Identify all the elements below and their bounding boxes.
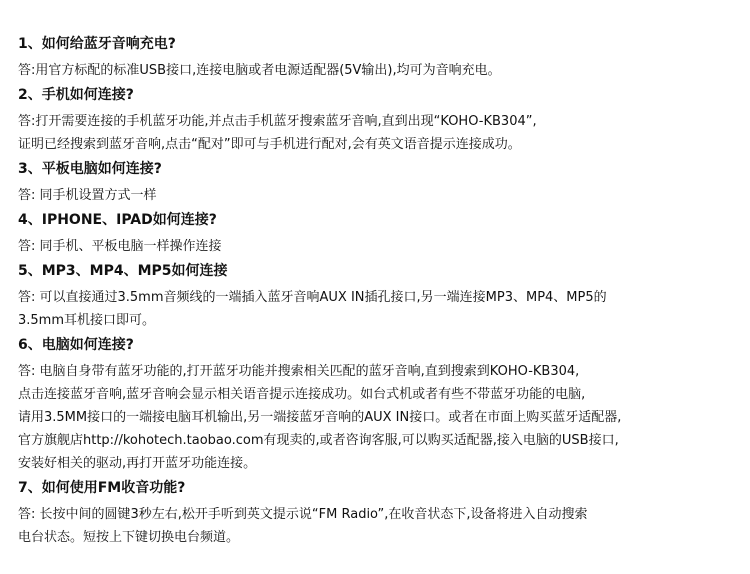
faq-answer-line: 答: 电脑自身带有蓝牙功能的,打开蓝牙功能并搜索相关匹配的蓝牙音响,直到搜索到KOHO-KB304, bbox=[18, 364, 580, 379]
faq-question: 2、手机如何连接? bbox=[18, 87, 134, 103]
faq-answer-line: 答: 同手机、平板电脑一样操作连接 bbox=[18, 239, 222, 254]
faq-item-tablet bbox=[18, 159, 746, 207]
faq-answer-line: 答: 同手机设置方式一样 bbox=[18, 188, 157, 203]
faq-answer-line: 请用3.5MM接口的一端接电脑耳机输出,另一端接蓝牙音响的AUX IN接口。或者在市面上购买蓝牙适配器, bbox=[18, 410, 622, 425]
faq-answer-line: 答:用官方标配的标准USB接口,连接电脑或者电源适配器(5V输出),均可为音响充电。 bbox=[18, 63, 501, 78]
faq-answer-line: 点击连接蓝牙音响,蓝牙音响会显示相关语音提示连接成功。如台式机或者有些不带蓝牙功能的电脑, bbox=[18, 387, 586, 402]
faq-item-mp3 bbox=[18, 261, 746, 332]
faq-answer-line: 安装好相关的驱动,再打开蓝牙功能连接。 bbox=[18, 456, 257, 471]
faq-answer-line: 答:打开需要连接的手机蓝牙功能,并点击手机蓝牙搜索蓝牙音响,直到出现“KOHO-KB304”, bbox=[18, 114, 537, 129]
faq-item-iphone-ipad bbox=[18, 210, 746, 258]
faq-question: 6、电脑如何连接? bbox=[18, 337, 134, 353]
faq-question: 3、平板电脑如何连接? bbox=[18, 161, 162, 177]
faq-document bbox=[18, 34, 746, 552]
faq-question: 5、MP3、MP4、MP5如何连接 bbox=[18, 263, 228, 279]
faq-question: 4、IPHONE、IPAD如何连接? bbox=[18, 212, 217, 228]
faq-answer-line: 电台状态。短按上下键切换电台频道。 bbox=[18, 530, 240, 545]
faq-question: 7、如何使用FM收音功能? bbox=[18, 480, 186, 496]
faq-answer-line: 3.5mm耳机接口即可。 bbox=[18, 313, 156, 328]
faq-item-computer bbox=[18, 335, 746, 475]
faq-answer-line: 答: 长按中间的圆键3秒左右,松开手听到英文提示说“FM Radio”,在收音状态下,设备将进入自动搜索 bbox=[18, 507, 588, 522]
faq-item-fm-radio bbox=[18, 478, 746, 549]
faq-answer-line: 证明已经搜索到蓝牙音响,点击“配对”即可与手机进行配对,会有英文语音提示连接成功。 bbox=[18, 137, 521, 152]
faq-question: 1、如何给蓝牙音响充电? bbox=[18, 36, 176, 52]
faq-item-phone bbox=[18, 85, 746, 156]
faq-answer-line: 官方旗舰店http://kohotech.taobao.com有现卖的,或者咨询客服,可以购买适配器,接入电脑的USB接口, bbox=[18, 433, 619, 448]
faq-item-charging bbox=[18, 34, 746, 82]
faq-answer-line: 答: 可以直接通过3.5mm音频线的一端插入蓝牙音响AUX IN插孔接口,另一端连接MP3、MP4、MP5的 bbox=[18, 290, 607, 305]
